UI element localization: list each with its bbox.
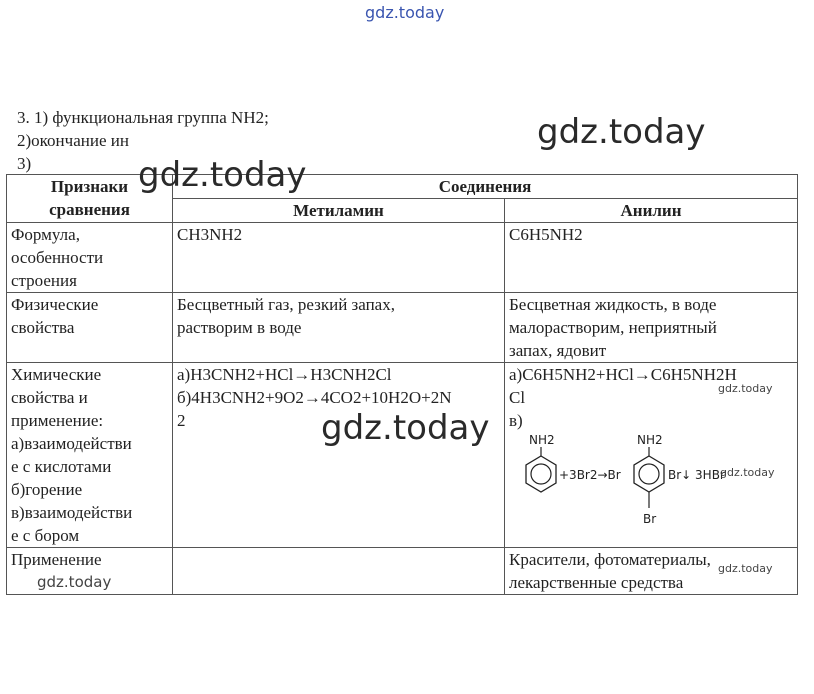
row-application (7, 548, 798, 595)
cell-line: б)горение (11, 480, 83, 499)
watermark-small: gdz.today (718, 562, 773, 575)
product-bottom-label: Br (643, 512, 657, 526)
watermark-small: gdz.today (720, 466, 775, 479)
header-aniline: Анилин (505, 199, 798, 223)
cell-line: а)C6H5NH2+HCl→C6H5NH2H (509, 365, 737, 384)
cell-line: малорастворим, неприятный (509, 318, 717, 337)
watermark-small: gdz.today (718, 382, 773, 395)
cell-line: Формула, (11, 225, 80, 244)
cell-line: Бесцветный газ, резкий запах, (177, 295, 395, 314)
cell-line: свойства (11, 318, 75, 337)
cell-methylamine (173, 293, 505, 363)
product-amino-label: NH2 (637, 434, 663, 447)
cell-line: свойства и (11, 388, 88, 407)
header-compounds: Соединения (173, 175, 798, 199)
cell-criteria (7, 363, 173, 548)
header-criteria-line: Признаки (50, 177, 129, 196)
cell-aniline (505, 293, 798, 363)
intro-line-3: 3) (17, 154, 32, 173)
cell-line: е с кислотами (11, 457, 112, 476)
cell-line: в)взаимодействи (11, 503, 133, 522)
watermark-top: gdz.today (365, 3, 445, 22)
cell-line: е с бором (11, 526, 80, 545)
reactant-amino-label: NH2 (529, 434, 555, 447)
cell-line: запах, ядовит (509, 341, 607, 360)
cell-line: Применение (11, 550, 102, 569)
cell-line: Красители, фотоматериалы, (509, 550, 711, 569)
header-methylamine: Метиламин (173, 199, 505, 223)
watermark-large: gdz.today (321, 408, 490, 448)
comparison-table (6, 174, 798, 595)
row-physical (7, 293, 798, 363)
cell-line: в) (509, 411, 523, 430)
cell-line: строения (11, 271, 77, 290)
product-right-label: Br↓ 3HBr (668, 468, 725, 482)
cell-line: Физические (11, 295, 99, 314)
intro-line-2: 2)окончание ин (17, 131, 129, 150)
cell-methylamine (173, 548, 505, 595)
cell-criteria (7, 223, 173, 293)
cell-line: C6H5NH2 (509, 225, 583, 244)
cell-line: Бесцветная жидкость, в воде (509, 295, 717, 314)
product-aromatic-circle (639, 464, 659, 484)
watermark-large: gdz.today (537, 112, 706, 152)
bromination-diagram (509, 434, 789, 526)
cell-line: 2 (177, 411, 186, 430)
header-criteria-line: сравнения (49, 200, 130, 219)
cell-line: Химические (11, 365, 102, 384)
cell-line: а)взаимодействи (11, 434, 132, 453)
cell-line: CH3NH2 (177, 225, 243, 244)
cell-criteria (7, 293, 173, 363)
cell-methylamine (173, 363, 505, 548)
watermark-medium: gdz.today (37, 573, 112, 591)
cell-line: Cl (509, 388, 526, 407)
header-row-top (7, 175, 798, 199)
cell-line: б)4H3CNH2+9O2→4CO2+10H2O+2N (177, 388, 452, 407)
cell-line: лекарственные средства (509, 573, 684, 592)
row-formula (7, 223, 798, 293)
reactant-aromatic-circle (531, 464, 551, 484)
cell-line: а)H3CNH2+HCl→H3CNH2Cl (177, 365, 392, 384)
cell-line: особенности (11, 248, 104, 267)
cell-methylamine (173, 223, 505, 293)
reagent-label: +3Br2→Br (559, 468, 621, 482)
cell-line: растворим в воде (177, 318, 302, 337)
watermark-large: gdz.today (138, 155, 307, 195)
cell-aniline (505, 223, 798, 293)
row-chemical (7, 363, 798, 548)
intro-line-1: 3. 1) функциональная группа NH2; (17, 108, 269, 127)
cell-line: применение: (11, 411, 104, 430)
